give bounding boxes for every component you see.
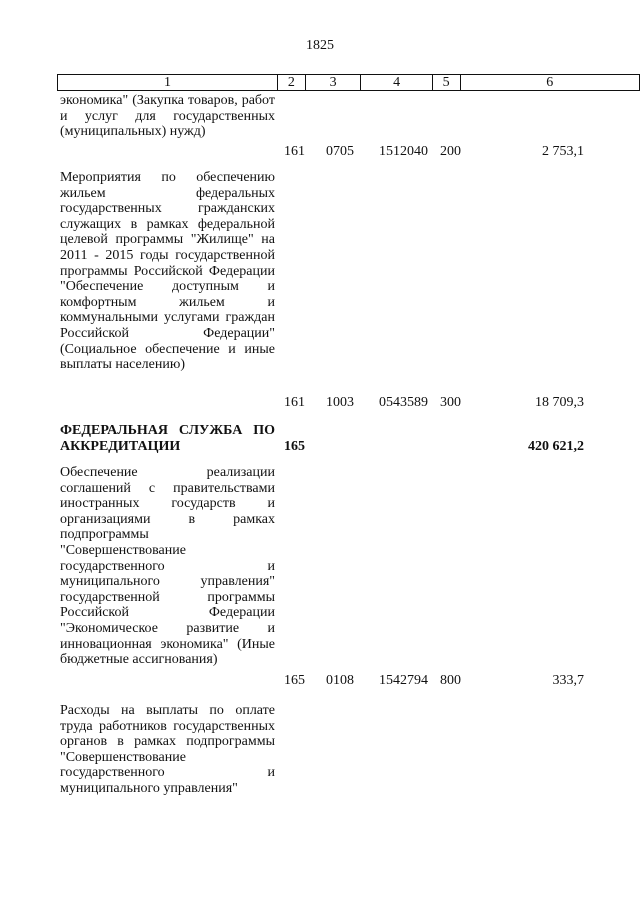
row-description: Расходы на выплаты по оплате труда работников государственных органов в рамках подпрограммы "Совершенствование государственного и муниципального управления"	[60, 703, 275, 796]
section-code: 0108	[326, 673, 354, 688]
target-article-code: 1542794	[379, 673, 428, 688]
expense-type-code: 200	[440, 144, 461, 159]
page-number: 1825	[306, 38, 334, 53]
column-number-4: 4	[361, 75, 432, 91]
ministry-code: 161	[284, 144, 305, 159]
amount: 420 621,2	[528, 439, 584, 454]
column-number-6: 6	[460, 75, 639, 91]
expense-type-code: 800	[440, 673, 461, 688]
ministry-code: 165	[284, 673, 305, 688]
row-description: экономика" (Закупка товаров, работ и услуг для государственных (муниципальных) нужд)	[60, 93, 275, 140]
section-code: 1003	[326, 395, 354, 410]
agency-name: ФЕДЕРАЛЬНАЯ СЛУЖБА ПО АККРЕДИТАЦИИ	[60, 423, 275, 454]
amount: 18 709,3	[535, 395, 584, 410]
section-code: 0705	[326, 144, 354, 159]
column-number-5: 5	[432, 75, 460, 91]
ministry-code: 165	[284, 439, 305, 454]
target-article-code: 1512040	[379, 144, 428, 159]
row-description: Обеспечение реализации соглашений с правительствами иностранных государств и организациями в рамках подпрограммы "Совершенствование государственного и муниципального управления" государственной программы Российской Федерации "Экономическое развитие и инновационная экономика" (Иные бюджетные ассигнования)	[60, 465, 275, 668]
ministry-code: 161	[284, 395, 305, 410]
expense-type-code: 300	[440, 395, 461, 410]
row-description: Мероприятия по обеспечению жильем федеральных государственных гражданских служащих в рамках федеральной целевой программы "Жилище" на 2011 - 2015 годы государственной программы Российской Федерации "Обеспечение доступным и комфортным жильем и коммунальными услугами граждан Российской Федерации" (Социальное обеспечение и иные выплаты населению)	[60, 170, 275, 373]
column-number-3: 3	[305, 75, 361, 91]
column-number-2: 2	[278, 75, 306, 91]
amount: 2 753,1	[542, 144, 584, 159]
amount: 333,7	[552, 673, 584, 688]
target-article-code: 0543589	[379, 395, 428, 410]
column-header-row	[57, 74, 640, 91]
column-number-1: 1	[58, 75, 278, 91]
